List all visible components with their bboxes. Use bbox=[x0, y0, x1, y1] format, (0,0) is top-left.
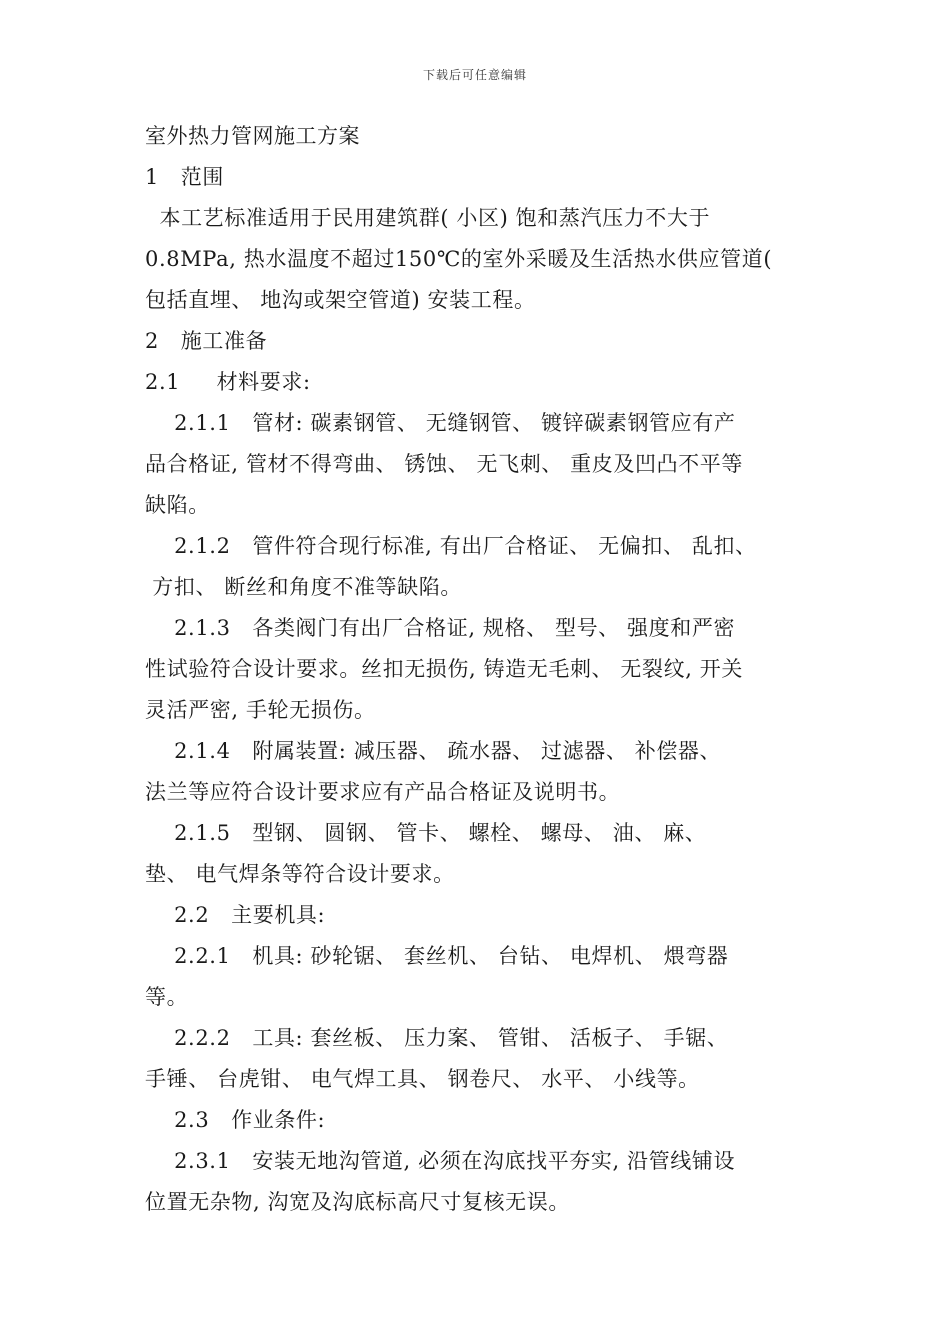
paragraph-line: 2.1.4 附属装置: 减压器、 疏水器、 过滤器、 补偿器、 bbox=[145, 739, 722, 763]
subsection-heading-tools: 2.2 主要机具: bbox=[145, 903, 326, 927]
section-heading-scope: 1 范围 bbox=[145, 165, 224, 189]
paragraph-line: 法兰等应符合设计要求应有产品合格证及说明书。 bbox=[145, 780, 621, 804]
paragraph-line: 2.3.1 安装无地沟管道, 必须在沟底找平夯实, 沿管线铺设 bbox=[145, 1149, 736, 1173]
paragraph-line: 包括直埋、 地沟或架空管道) 安装工程。 bbox=[145, 288, 536, 312]
subsection-heading-conditions: 2.3 作业条件: bbox=[145, 1108, 326, 1132]
paragraph-line: 位置无杂物, 沟宽及沟底标高尺寸复核无误。 bbox=[145, 1190, 570, 1214]
section-heading-preparation: 2 施工准备 bbox=[145, 329, 268, 353]
page-header-note: 下载后可任意编辑 bbox=[422, 68, 527, 82]
paragraph-line: 本工艺标准适用于民用建筑群( 小区) 饱和蒸汽压力不大于 bbox=[145, 206, 711, 230]
paragraph-line: 缺陷。 bbox=[145, 493, 210, 517]
paragraph-line: 品合格证, 管材不得弯曲、 锈蚀、 无飞刺、 重皮及凹凸不平等 bbox=[145, 452, 743, 476]
document-body bbox=[145, 116, 810, 1223]
subsection-heading-materials: 2.1 材料要求: bbox=[145, 370, 311, 394]
paragraph-line: 2.2.2 工具: 套丝板、 压力案、 管钳、 活板子、 手锯、 bbox=[145, 1026, 729, 1050]
paragraph-line: 0.8MPa, 热水温度不超过150℃的室外采暖及生活热水供应管道( bbox=[145, 247, 773, 271]
document-title: 室外热力管网施工方案 bbox=[145, 124, 360, 148]
paragraph-line: 2.1.2 管件符合现行标准, 有出厂合格证、 无偏扣、 乱扣、 bbox=[145, 534, 757, 558]
paragraph-line: 手锤、 台虎钳、 电气焊工具、 钢卷尺、 水平、 小线等。 bbox=[145, 1067, 700, 1091]
paragraph-line: 2.1.1 管材: 碳素钢管、 无缝钢管、 镀锌碳素钢管应有产 bbox=[145, 411, 736, 435]
paragraph-line: 方扣、 断丝和角度不准等缺陷。 bbox=[145, 575, 462, 599]
paragraph-line: 垫、 电气焊条等符合设计要求。 bbox=[145, 862, 455, 886]
paragraph-line: 2.1.3 各类阀门有出厂合格证, 规格、 型号、 强度和严密 bbox=[145, 616, 736, 640]
paragraph-line: 性试验符合设计要求。丝扣无损伤, 铸造无毛刺、 无裂纹, 开关 bbox=[145, 657, 743, 681]
paragraph-line: 灵活严密, 手轮无损伤。 bbox=[145, 698, 376, 722]
paragraph-line: 2.1.5 型钢、 圆钢、 管卡、 螺栓、 螺母、 油、 麻、 bbox=[145, 821, 707, 845]
paragraph-line: 等。 bbox=[145, 985, 189, 1009]
paragraph-line: 2.2.1 机具: 砂轮锯、 套丝机、 台钻、 电焊机、 煨弯器 bbox=[145, 944, 729, 968]
